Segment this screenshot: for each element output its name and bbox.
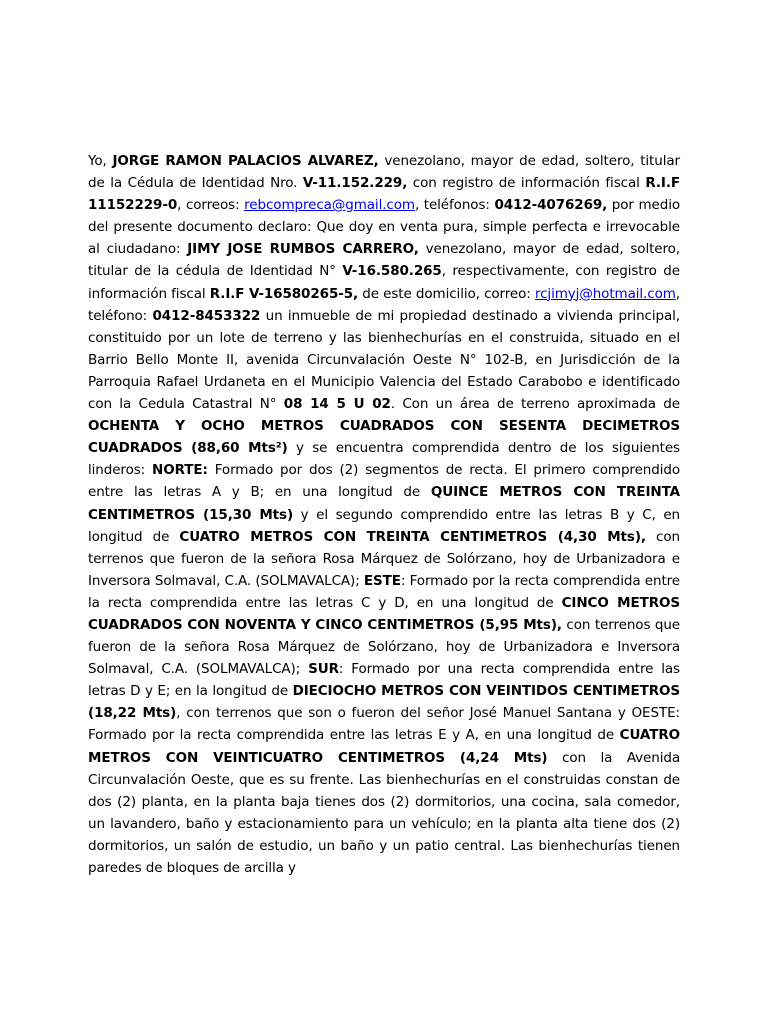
body-text: , teléfonos:: [414, 197, 495, 214]
bold-text: 0412-8453322: [152, 307, 261, 324]
bold-text: DIECIOCHO METROS CON VEINTIDOS CENTIMETROS (18,22 Mts): [88, 683, 680, 722]
bold-text: CUATRO METROS CON TREINTA CENTIMETROS (4,30 Mts),: [179, 528, 646, 545]
email-link[interactable]: rebcompreca@gmail.com: [244, 197, 415, 214]
body-text: , teléfono:: [88, 285, 680, 324]
body-text: con terrenos que fueron de la señora Rosa Márquez de Solórzano, hoy de Urbanizadora e Inversora Solmaval, C.A. (SOLMAVALCA);: [88, 616, 680, 678]
bold-text: OCHENTA Y OCHO METROS CUADRADOS CON SESENTA DECIMETROS CUADRADOS (88,60 Mts²): [88, 418, 680, 457]
body-text: y se encuentra comprendida dentro de los siguientes linderos:: [88, 440, 680, 479]
body-text: : Formado por la recta comprendida entre la recta comprendida entre las letras C y D, en una longitud de: [88, 572, 681, 611]
body-text: , respectivamente, con registro de información fiscal: [88, 263, 680, 302]
body-text: , con terrenos que son o fueron del señor José Manuel Santana y OESTE: Formado por la recta comprendida entre las letras E y A, en una longitud de: [88, 705, 680, 744]
bold-text: R.I.F 11152229-0: [88, 175, 680, 214]
body-text: , correos:: [177, 197, 245, 214]
bold-text: R.I.F V-16580265-5,: [209, 285, 359, 302]
bold-text: JIMY JOSE RUMBOS CARRERO,: [187, 241, 419, 258]
bold-text: CINCO METROS CUADRADOS CON NOVENTA Y CINCO CENTIMETROS (5,95 Mts),: [88, 594, 680, 633]
body-text: con la Avenida Circunvalación Oeste, que es su frente. Las bienhechurías en el construidas constan de dos (2) planta, en la planta baja tienes dos (2) dormitorios, una cocina, sala comedor, un lavandero, baño y estacionamiento para un vehículo; en la planta alta tiene dos (2) dormitorios, un salón de estudio, un baño y un patio central. Las bienhechurías tienen paredes de bloques de arcilla y: [88, 749, 681, 876]
body-text: . Con un área de terreno aproximada de: [390, 396, 680, 413]
body-text: por medio del presente documento declaro: Que doy en venta pura, simple perfecta e irrevocable al ciudadano:: [88, 197, 681, 258]
document-page: [88, 150, 680, 879]
bold-text: SUR: [308, 661, 339, 678]
sale-declaration-paragraph: [88, 150, 680, 879]
body-text: Yo,: [88, 153, 113, 169]
bold-text: V-16.580.265: [342, 263, 442, 280]
body-text: venezolano, mayor de edad, soltero, titular de la cédula de Identidad N°: [88, 241, 680, 280]
bold-text: 0412-4076269,: [494, 197, 608, 214]
body-text: de este domicilio, correo:: [358, 285, 535, 302]
bold-text: CUATRO METROS CON VEINTICUATRO CENTIMETROS (4,24 Mts): [88, 727, 680, 766]
body-text: venezolano, mayor de edad, soltero, titular de la Cédula de Identidad Nro.: [88, 153, 680, 192]
bold-text: 08 14 5 U 02: [283, 396, 391, 413]
bold-text: QUINCE METROS CON TREINTA CENTIMETROS (15,30 Mts): [88, 484, 680, 523]
email-link[interactable]: rcjimyj@hotmail.com: [534, 285, 676, 302]
bold-text: NORTE:: [152, 462, 208, 479]
bold-text: V-11.152.229,: [302, 175, 408, 192]
bold-text: JORGE RAMON PALACIOS ALVAREZ,: [112, 153, 379, 169]
body-text: y el segundo comprendido entre las letras B y C, en longitud de: [88, 506, 681, 545]
body-text: con terrenos que fueron de la señora Rosa Márquez de Solórzano, hoy de Urbanizadora e Inversora Solmaval, C.A. (SOLMAVALCA);: [88, 528, 680, 589]
body-text: Formado por dos (2) segmentos de recta. El primero comprendido entre las letras A y B; en una longitud de: [88, 462, 680, 501]
bold-text: ESTE: [363, 572, 401, 589]
body-text: : Formado por una recta comprendida entre las letras D y E; en la longitud de: [88, 661, 680, 700]
body-text: un inmueble de mi propiedad destinado a vivienda principal, constituido por un lote de terreno y las bienhechurías en el construida, situado en el Barrio Bello Monte II, avenida Circunvalación Oeste N° 102-B, en Jurisdicción de la Parroquia Rafael Urdaneta en el Municipio Valencia del Estado Carabobo e identificado con la Cedula Catastral N°: [88, 307, 680, 413]
body-text: con registro de información fiscal: [407, 175, 646, 192]
